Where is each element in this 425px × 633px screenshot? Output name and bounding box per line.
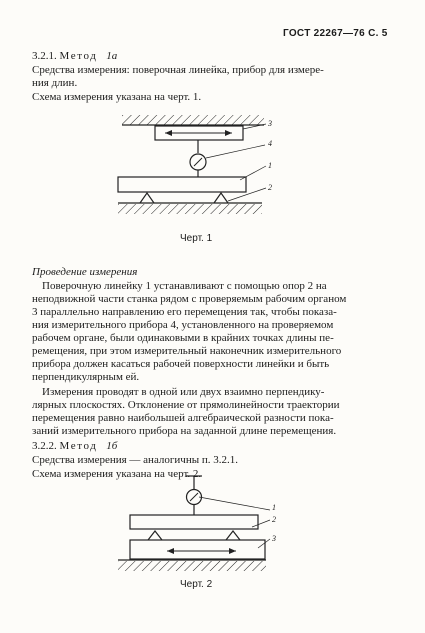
method-word: Метод (59, 440, 98, 452)
fig1-base (118, 204, 262, 214)
page-header: ГОСТ 22267—76 С. 5 (283, 28, 388, 39)
fig1-label-4: 4 (268, 139, 272, 148)
text-line: перпендикулярным ей. (32, 371, 140, 383)
fig1-label-1: 1 (268, 161, 272, 170)
procedure-heading: Проведение измерения (32, 266, 138, 278)
method-id: 1а (106, 50, 118, 62)
method-id: 1б (106, 440, 118, 452)
fig2-working-organ (130, 540, 265, 559)
fig2-label-1: 1 (272, 503, 276, 512)
text-line: лярных плоскостях. Отклонение от прямолинейности траектории (32, 399, 340, 411)
figure-1-caption: Черт. 1 (180, 233, 213, 244)
text-line: ния измерительного прибора 4, установленного на проверяемом (32, 319, 334, 331)
text-line: Схема измерения указана на черт. 1. (32, 91, 202, 103)
figure-2-caption: Черт. 2 (180, 579, 213, 590)
text-line: Измерения проводят в одной или двух взаимно перпендику- (42, 386, 325, 398)
fig1-label-3: 3 (268, 119, 272, 128)
text-line: перемещения равно наибольшей алгебраической разности пока- (32, 412, 334, 424)
method-word: Метод (59, 50, 98, 62)
section-number: 3.2.2. (32, 440, 57, 452)
text-line: рабочем органе, были одинаковыми в крайних точках длины пе- (32, 332, 334, 344)
text-line: ния длин. (32, 77, 78, 89)
fig2-straightedge (130, 515, 258, 529)
text-line: Схема измерения указана на черт. 2. (32, 468, 202, 480)
fig1-straightedge (118, 177, 246, 192)
text-line: Средства измерения — аналогичны п. 3.2.1. (32, 454, 239, 466)
fig2-base (118, 561, 266, 571)
text-line: неподвижной части станка рядом с проверяемым рабочим органом (32, 293, 347, 305)
text-line: 3 параллельно направлению его перемещения так, чтобы показа- (32, 306, 337, 318)
text-line: ремещения, при этом измерительный наконечник измерительного (32, 345, 342, 357)
section-number: 3.2.1. (32, 50, 57, 62)
text-line: заний измерительного прибора на заданной длине перемещения. (32, 425, 337, 437)
fig1-label-2: 2 (268, 183, 272, 192)
fig2-label-2: 2 (272, 515, 276, 524)
fig2-label-3: 3 (272, 534, 276, 543)
section-3-2-2-title (32, 440, 117, 453)
text-line: Поверочную линейку 1 устанавливают с помощью опор 2 на (42, 280, 327, 292)
text-line: Средства измерения: поверочная линейка, прибор для измере- (32, 64, 324, 76)
text-line: прибора должен касаться рабочей поверхности линейки и быть (32, 358, 330, 370)
fig1-machine-top (122, 115, 264, 125)
